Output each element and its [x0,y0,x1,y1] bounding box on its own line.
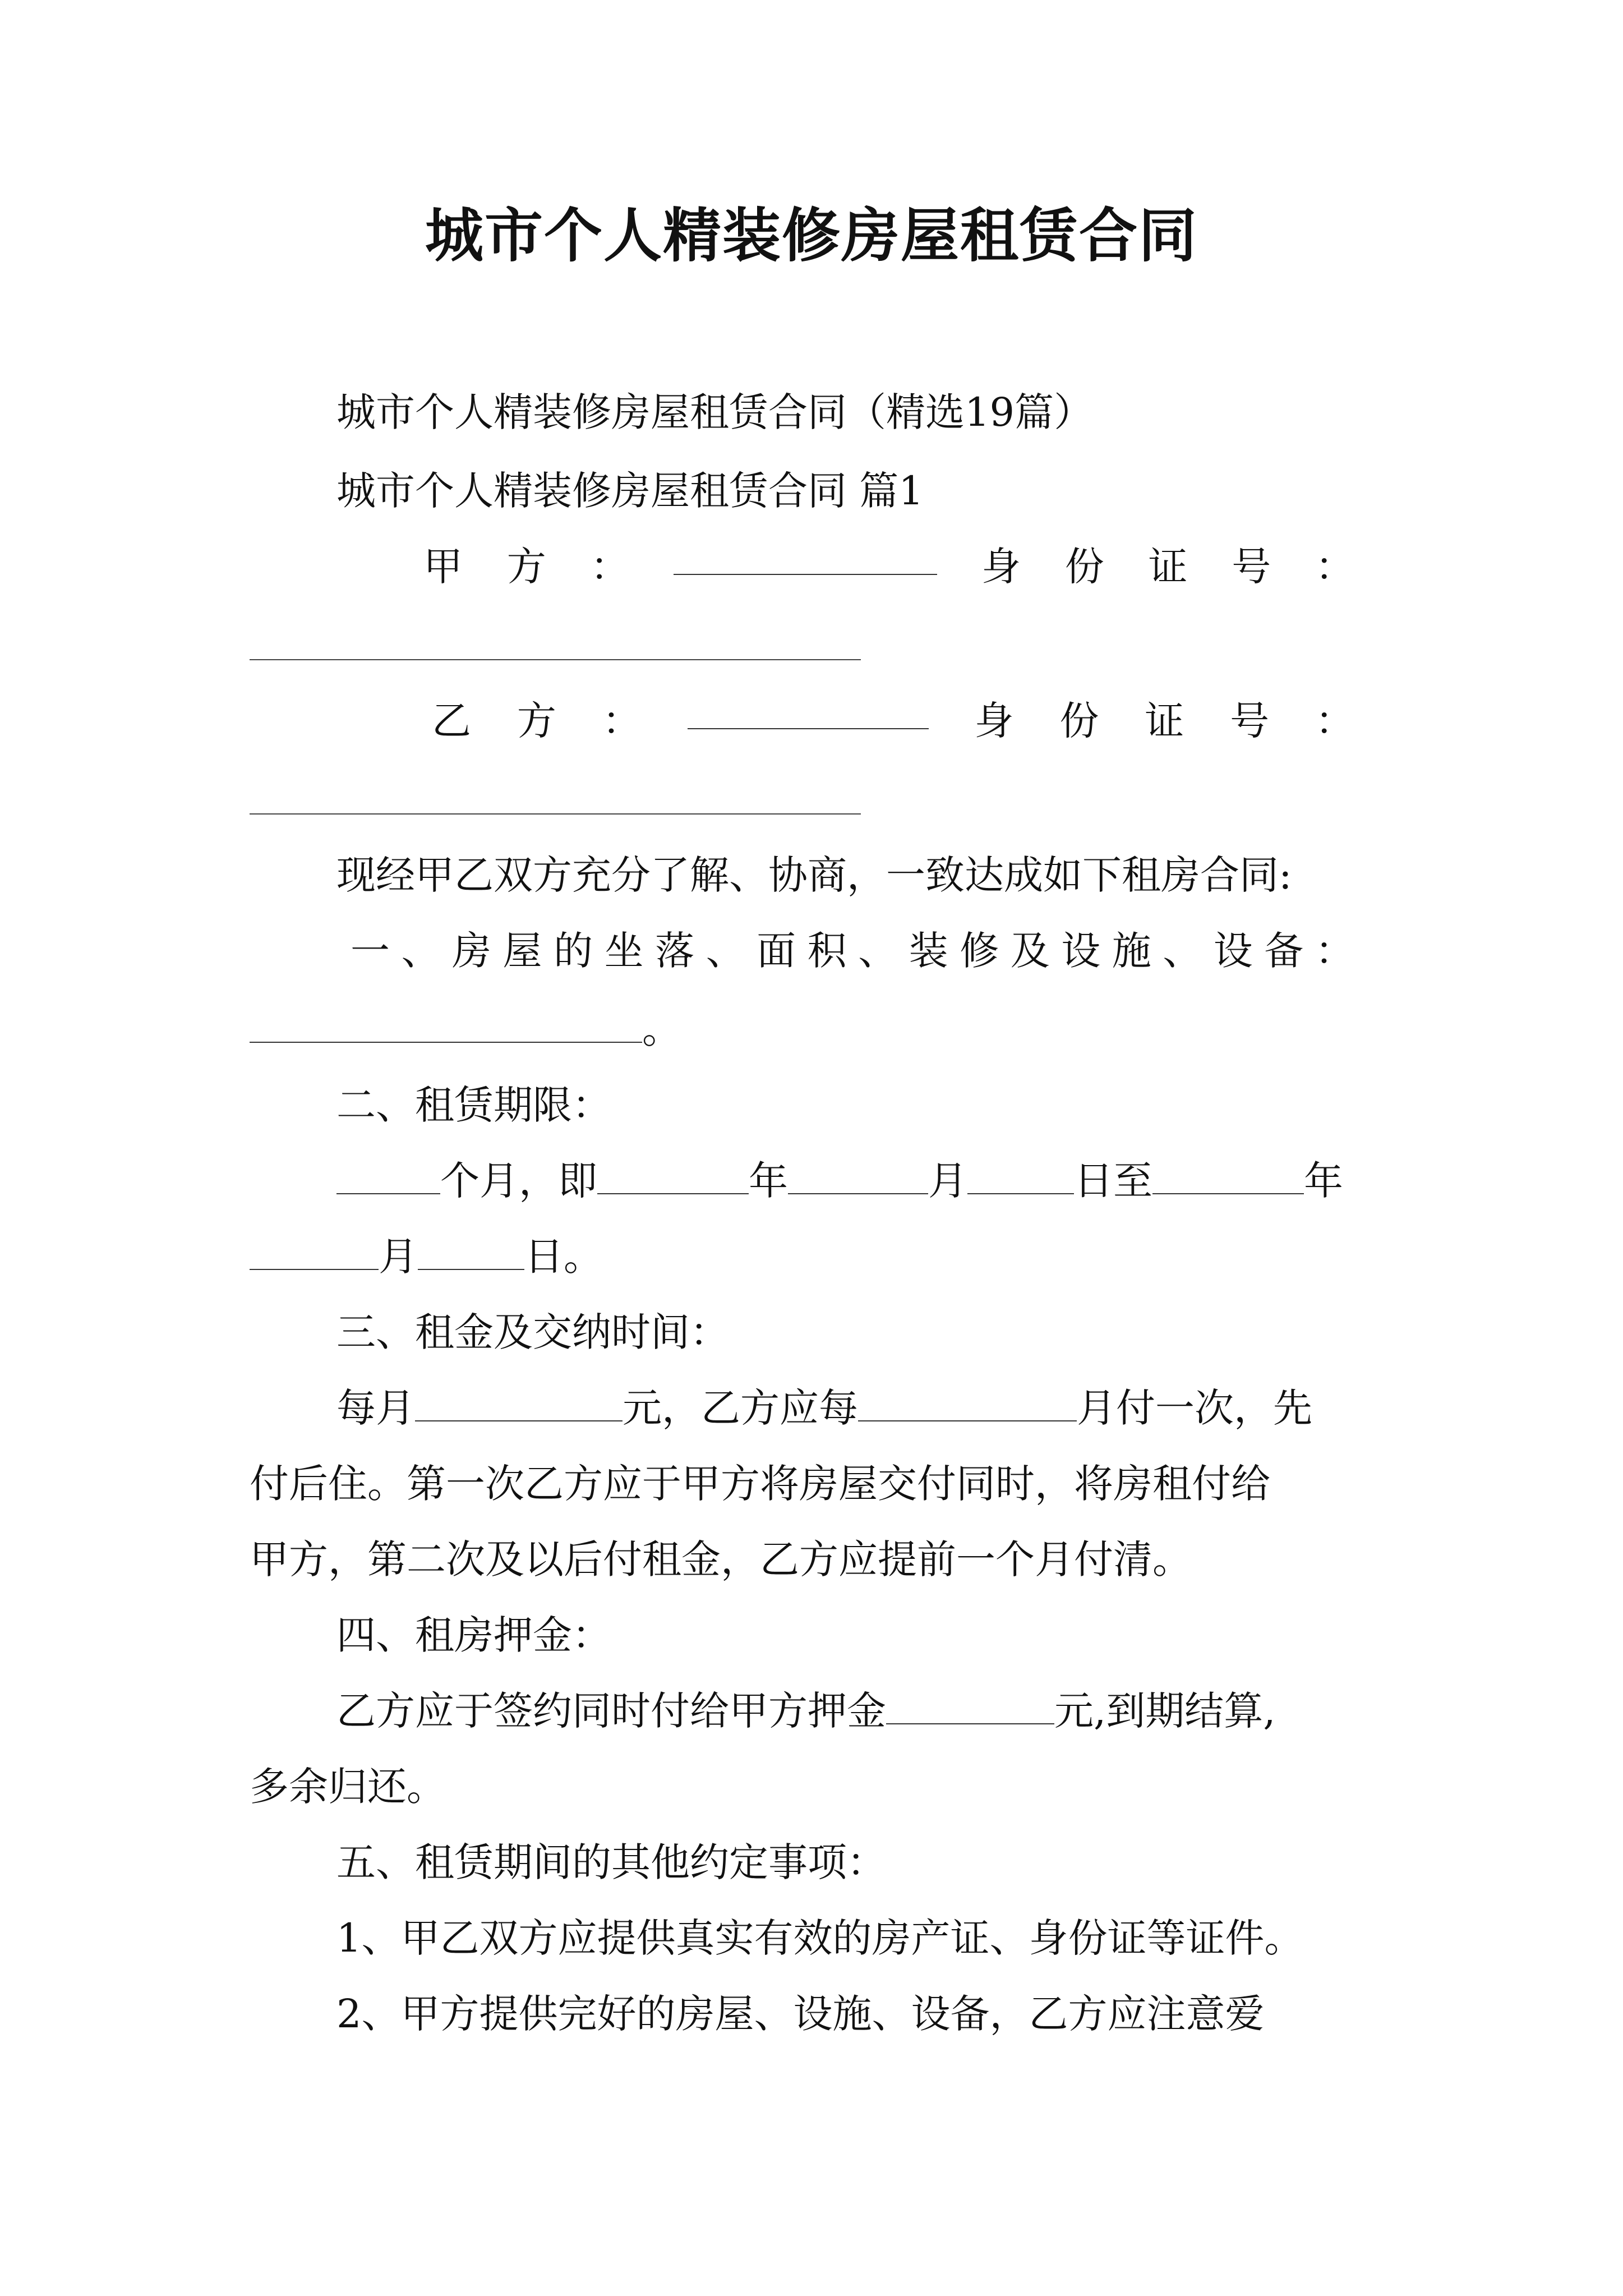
clause-2-line-1 [336,1156,1343,1206]
clause-2-text: 年 [749,1158,788,1204]
party-a-id-char: 号 [1232,544,1271,590]
clause-3-line-1 [336,1383,1312,1433]
clause-1-char: 积 [807,928,847,974]
clause-2-text: 日至 [1074,1158,1152,1204]
clause-1-char: 落 [655,928,695,974]
party-a-line [423,541,1354,592]
clause-1-char: 设 [1213,928,1253,974]
clause-2-heading: 二、租赁期限： [336,1082,611,1128]
document-title: 城市个人精装修房屋租赁合同 [425,201,1198,270]
party-b-id-char: 号 [1230,698,1270,744]
party-a-label-char: 甲 [423,544,463,590]
clause-1-char: 施 [1112,928,1151,974]
clause-1-end: 。 [642,1006,681,1052]
monthly-rent-blank [415,1388,623,1421]
end-year-blank [1152,1161,1304,1194]
start-year-blank [597,1161,749,1194]
end-month-blank [250,1236,379,1270]
party-a-label-char: ： [590,544,630,590]
party-b-id-char: 身 [974,698,1014,744]
clause-4-heading: 四、租房押金： [336,1612,611,1658]
party-b-label-char: 方 [517,698,556,744]
clause-1-char: 、 [401,928,441,974]
party-a-name-blank [674,541,937,575]
clause-3-text: 元，乙方应每 [623,1385,858,1431]
clause-5-heading: 五、租赁期间的其他约定事项： [336,1839,886,1885]
clause-1-char: 、 [706,928,745,974]
clause-1-char: 、 [858,928,898,974]
clause-2-text: 个月，即 [440,1158,597,1204]
clause-1-char: 的 [554,928,593,974]
clause-2-text: 月 [928,1158,967,1204]
clause-1-char: 装 [909,928,948,974]
party-a-id-char: ： [1315,544,1354,590]
months-blank [336,1161,440,1194]
clause-2-line-2 [250,1231,603,1282]
clause-4-text: 乙方应于签约同时付给甲方押金 [336,1688,886,1734]
clause-1-char: 坐 [604,928,644,974]
clause-3-text: 月付一次，先 [1077,1385,1312,1431]
payment-interval-blank [858,1388,1077,1421]
party-b-id-char: ： [1315,698,1354,744]
clause-1-char: ： [1315,928,1354,974]
clause-3-line-3: 甲方，第二次及以后付租金，乙方应提前一个月付清。 [250,1536,1192,1582]
party-b-id-char: 份 [1059,698,1099,744]
clause-1-blank [250,1009,642,1043]
party-a-id-char: 身 [981,544,1021,590]
clause-1-char: 备 [1264,928,1304,974]
end-day-blank [418,1236,524,1270]
clause-1-char: 房 [452,928,492,974]
clause-4-line-2: 多余归还。 [250,1764,446,1810]
party-a-label-char: 方 [506,544,546,590]
clause-1-char: 及 [1010,928,1050,974]
party-a-id-blank [250,659,861,660]
section-heading: 城市个人精装修房屋租赁合同 篇1 [336,468,924,514]
party-b-line [432,696,1354,746]
party-a-id-char: 份 [1064,544,1104,590]
clause-1-char: 、 [1163,928,1202,974]
clause-5-item-1: 1、甲乙双方应提供真实有效的房产证、身份证等证件。 [336,1915,1304,1961]
clause-2-text: 年 [1304,1158,1343,1204]
document-subtitle: 城市个人精装修房屋租赁合同（精选19篇） [336,389,1094,435]
clause-3-heading: 三、租金及交纳时间： [336,1309,729,1355]
clause-1-char: 屋 [502,928,542,974]
clause-1-char: 设 [1061,928,1101,974]
clause-3-text: 每月 [336,1385,415,1431]
clause-1-char: 面 [757,928,796,974]
clause-2-text: 日。 [524,1234,603,1280]
clause-1-end-line [250,1004,681,1055]
clause-5-item-2: 2、甲方提供完好的房屋、设施、设备，乙方应注意爱 [336,1991,1265,2037]
start-day-blank [967,1161,1074,1194]
deposit-blank [886,1691,1054,1724]
party-b-id-blank [250,813,861,815]
party-a-id-char: 证 [1148,544,1188,590]
start-month-blank [788,1161,928,1194]
clause-1-line [351,926,1354,976]
clause-3-line-2: 付后住。第一次乙方应于甲方将房屋交付同时，将房租付给 [250,1461,1270,1507]
party-b-name-blank [688,696,929,729]
clause-1-char: 修 [960,928,999,974]
clause-4-text: 元,到期结算, [1054,1688,1276,1734]
intro-paragraph: 现经甲乙双方充分了解、协商，一致达成如下租房合同: [336,852,1292,898]
party-b-label-char: ： [602,698,642,744]
clause-4-line-1 [336,1686,1276,1736]
party-b-id-char: 证 [1145,698,1184,744]
clause-2-text: 月 [379,1234,418,1280]
clause-1-char: 一 [351,928,390,974]
party-b-label-char: 乙 [432,698,471,744]
